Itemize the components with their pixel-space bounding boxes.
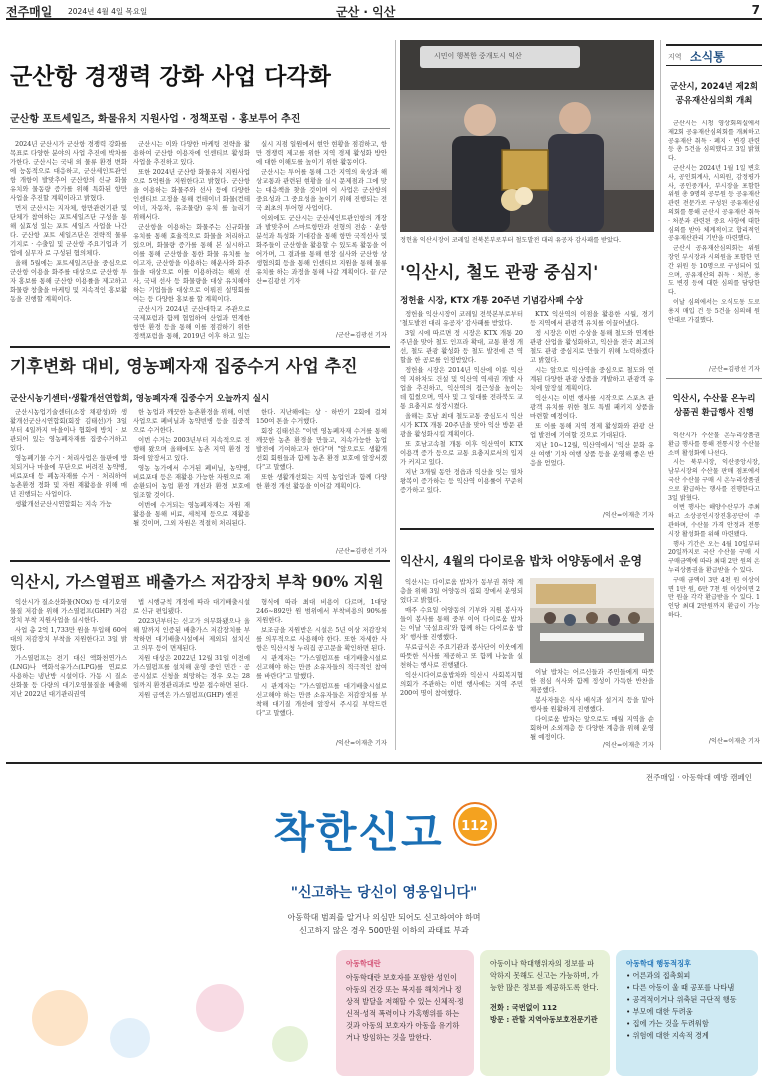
paragraph: 행사 기간은 오는 4월 10일부터 20일까지로 국산 수산물 구매 시 구매금액에 따라 최대 2만 원의 온누리상품권을 환급받을 수 있다. <box>668 540 760 574</box>
paragraph: 봉사자들은 식사 배식과 설거지 등을 맡아 행사를 원활하게 진행했다. <box>530 696 654 713</box>
paragraph: 회장 김태선은 "이번 영농폐자재 수거를 통해 깨끗한 농촌 환경을 만들고, 지속가능한 농업 발전에 기여하고자 한다"며 "앞으로도 생활개선회 회원들과 함께 농촌 환경 보호에 앞장서겠다"고 말했다. <box>256 427 387 471</box>
paragraph: 지난 3개월 동안 정읍과 익산을 잇는 열차 왕복이 증가하는 등 익산역 이용률이 꾸준히 증가하고 있다. <box>400 468 523 494</box>
paragraph: 시 관계자는 "가스열펌프를 대기배출시설로 신고해야 하는 만큼 소유자들의 적극적인 참여를 바란다"고 말했다. <box>256 654 387 680</box>
ad-box-definition-title: 아동학대란 <box>346 959 381 968</box>
column-rule <box>660 40 661 750</box>
paragraph: 한 농업과 깨끗한 농촌환경을 위해, 이번 사업으로 폐비닐과 농약빈병 등을 집중적으로 수거한다. <box>133 408 250 434</box>
ad-logo-row <box>0 800 768 860</box>
divider <box>10 128 390 129</box>
photo-food-truck-event <box>530 578 654 663</box>
paragraph: 한다. 지난해에는 상 · 하반기 2회에 걸쳐 150여 톤을 수거했다. <box>256 408 387 425</box>
divider <box>666 378 762 379</box>
article2-headline: 기후변화 대비, 영농폐자재 집중수거 사업 추진 <box>10 357 358 377</box>
paragraph: 군산시농업기술센터(소장 채광성)와 생활개선군산시연합회(회장 김태선)가 3일부터 4일까지 마을이나 협회에 방치 · 보관되어 있는 영농폐자재를 집중수거하고 있다. <box>10 408 127 452</box>
paragraph: 매주 수요일 어양동의 기부와 지원 봉사자들이 봉사를 통해 중부 이어 다이로움 밥차는 이날 '국설요리'와 함께 하는 다이로움 밥차' 행사를 진행했다. <box>400 606 523 641</box>
list-item: • 부모에 대한 두려움 <box>626 1006 748 1018</box>
paragraph: 영농폐기물 수거 · 처리사업은 들판에 방치되거나 마을에 무단으로 버려진 농약병, 비료포대 등 폐농자재를 수거 · 처리하여 농촌환경 정화 및 자원 재활용을 위해 매년 진행되는 사업이다. <box>10 454 127 498</box>
paragraph: 이번 수거는 2003년부터 지속적으로 진행해 왔으며 올해에도 농촌 지역 환경 정화에 앞장서고 있다. <box>133 436 250 462</box>
ad-box-definition <box>336 950 474 1076</box>
sidebar-item1-byline: /군산=김광선 기자 <box>708 366 760 373</box>
paragraph: 이번 행사는 해양수산부가 주최하고 소상공인시장진흥공단이 주관하며, 수산물 가격 안정과 전통시장 활성화를 위해 마련됐다. <box>668 504 760 538</box>
article3-headline: 익산시, 가스열펌프 배출가스 저감장치 부착 90% 지원 <box>10 572 384 591</box>
paragraph: 시 관계자는 "가스열펌프를 대기배출시설로 신고해야 하는 만큼 소유자들은 저감장치를 부착해 대기질 개선에 앞장서 주시길 부탁드린다"고 말했다. <box>256 682 387 717</box>
ad-box-signs <box>616 950 758 1076</box>
page-number: 7 <box>751 3 760 17</box>
paragraph: 보조금을 지원받은 시설은 5년 이상 저감장치를 의무적으로 사용해야 한다. 또한 자세한 사항은 익산시청 누리집 공고문을 확인하면 된다. <box>256 626 387 652</box>
paragraph: 영농 농가에서 수거된 폐비닐, 농약병, 비료포대 등은 재활용 가능한 자원으로 재순환되어 농업 환경 개선과 환경 보호에 일조할 것이다. <box>133 464 250 499</box>
divider <box>10 346 390 348</box>
paragraph: 군산시 공유재산심의회는 위원장인 부시장과 시의원을 포함한 민간 위원 등 10명으로 구성되어 있으며, 공유재산의 취득 · 처분, 용도 변경 등에 대한 심의를 담당한다. <box>668 245 760 297</box>
ad-box-report-text: 아동이나 학대행위자의 정보를 파악하지 못해도 신고는 가능하며, 가능한 많은 정보를 제공하도록 한다. <box>490 959 599 992</box>
paragraph: 법 시행규칙 개정에 따라 대기배출시설로 신규 편입됐다. <box>133 598 250 615</box>
article1-col1 <box>10 140 127 340</box>
paragraph: 지원 대상은 2022년 12월 31일 이전에 가스열펌프를 설치해 운영 중인 민간 · 공공시설로 신청을 희망하는 경우 오는 28일까지 환경관리과로 방문 접수하면 된다. <box>133 654 250 689</box>
paragraph: 사업 총 2억 1,733만 원을 투입해 60여 대의 저감장치 부착을 지원한다고 3일 밝혔다. <box>10 626 127 652</box>
paragraph: 익산시다이로움밥차와 익산시 사회복지협의회가 주관하는 이번 행사에는 지역 주민 200여 명이 참여했다. <box>400 671 523 697</box>
paragraph: 무료급식은 주요기관과 봉사단이 이웃에게 따뜻한 식사를 제공하고 또 함께 나눔을 실천하는 행사로 진행됐다. <box>400 643 523 669</box>
paragraph: 실시 지점 일원에서 현안 현황을 점검하고, 항만 경쟁력 제고를 위한 지역 경제 활성화 방안에 대한 이해도를 높이기 위한 활동이다. <box>256 140 387 166</box>
ad-112-badge: 112 <box>455 804 495 844</box>
paragraph: 또 이를 통해 지역 경제 활성화와 관광 산업 발전에 기여할 것으로 기대된다. <box>530 422 654 439</box>
paragraph: 가스열펌프는 전기 대신 액화천연가스(LNG)나 액화석유가스(LPG)를 연료로 사용하는 냉난방 시설이다. 가동 시 질소산화물 등 다량의 대기오염물질을 배출해 지난 2022년 대기관리권역 <box>10 654 127 698</box>
list-item: • 공격적이거나 위축된 극단적 행동 <box>626 994 748 1006</box>
paragraph: 올해는 호남 최대 철도교통 중심도시 익산시가 KTX 개통 20주년을 맞아 익산 방문 관광을 활성화시킬 계획이다. <box>400 412 523 438</box>
list-item: • 다른 아동이 울 때 공포를 나타냄 <box>626 982 748 994</box>
paragraph: 시는 앞으로 익산역을 중심으로 철도와 연계된 다양한 관광 상품을 개발하고 관광객 유치에 앞장설 계획이다. <box>530 366 654 392</box>
list-item: • 어른과의 접촉회피 <box>626 970 748 982</box>
article4-headline: '익산시, 철도 관광 중심지' <box>400 263 599 283</box>
paragraph: 이날 밥차는 어르신들과 주민들에게 따뜻한 점심 식사와 함께 정성이 가득한 반찬을 제공했다. <box>530 668 654 694</box>
paragraph: 익산시가 수산물 온누리상품권 환급 행사를 통해 전통시장 수산물 소비 활성화에 나선다. <box>668 432 760 457</box>
ad-desc-line1: 아동학대 범죄를 알거나 의심만 되어도 신고하여야 하며 <box>287 913 481 922</box>
issue-date: 2024년 4월 4일 목요일 <box>68 7 148 16</box>
paper-name: 전주매일 <box>6 5 53 19</box>
article5-byline: /익산=이재춘 기자 <box>602 742 654 749</box>
paragraph: 군산시는 시청 영상회의실에서 제2회 공유재산심의회를 개최하고 공유재산 취득 · 폐지 · 변경 관련 등 총 5건을 심의했다고 3일 밝혔다. <box>668 120 760 163</box>
ad-slogan: "신고하는 당신이 영웅입니다" <box>290 885 478 901</box>
ad-box-report-visit: 방문 : 관할 지역아동보호전문기관 <box>490 1015 598 1024</box>
paragraph: 익산시는 이번 행사를 시작으로 스포츠 관광객 유치를 위한 철도 특별 패키지 상품을 마련할 예정이다. <box>530 394 654 420</box>
article2-col1 <box>10 408 127 558</box>
paragraph: 익산시가 질소산화물(NOx) 등 대기오염물질 저감을 위해 가스열펌프(GHP) 저감장치 부착 지원사업을 실시한다. <box>10 598 127 624</box>
ad-desc-line2: 신고하지 않은 경우 500만원 이하의 과태료 부과 <box>299 926 469 935</box>
paragraph: KTX 익산역의 이점을 활용한 시월, 경기 등 지역에서 관광객 유치를 이끌어냈다. <box>530 310 654 327</box>
article3-col3 <box>256 598 387 736</box>
article1-col3 <box>256 140 387 330</box>
ad-campaign-label: 전주매일 · 아동학대 예방 캠페인 <box>645 773 752 782</box>
ad-signs-list <box>626 970 748 1042</box>
article1-col2 <box>133 140 250 340</box>
photo-illustration <box>530 578 654 663</box>
photo-award-ceremony <box>400 40 654 232</box>
paragraph: 군산시는 투어를 통해 그간 지역의 육상과 해상교통과 관련된 현황을 실시 문제점과 그에 맞는 대응책을 찾을 것이며 이 사업은 군산항의 중요성과 그 중요성을 높이기 위해 진행되는 전국 최초의 투어형 사업이다. <box>256 168 387 212</box>
article3-col2 <box>133 598 250 748</box>
divider <box>6 762 762 764</box>
list-item: • 집에 가는 것을 두려워함 <box>626 1018 748 1030</box>
paragraph: 시는 북부시장, 익산중앙시장, 남부시장의 수산물 판매 점포에서 국산 수산물 구매 시 온누리상품권으로 환급하는 행사를 진행한다고 3일 밝혔다. <box>668 459 760 502</box>
article1-byline: /군산=김광선 기자 <box>335 332 387 339</box>
sidebar-label: 지역 <box>668 53 682 61</box>
advertisement <box>0 762 768 1088</box>
ad-box-signs-title: 아동학대 행동적징후 <box>626 959 691 968</box>
paragraph: 군산항을 이용하는 화물주는 신규화물 유치를 통해 효율적으로 화물을 처리하고 있으며, 화물량 증가를 통해 본 실시하고 이를 통해 군산항을 통한 화물 유치를 높이고자, 군산항을 이용하는 해운사와 화주들을 대상으로 이를 이용하려는 해외 선사, 국내 선사 등 화물량을 대상 유치해야 하는 기업들을 대상으로 이뤄진 설명회를 여는 등 다양한 홍보를 할 계획이다. <box>133 223 250 303</box>
ad-logo: 착한신고 <box>273 808 444 857</box>
sidebar-item1-headline: 군산시, 2024년 제2회 공유재산심의회 개최 <box>670 82 758 106</box>
paragraph: 올해 5월에는 포트세일즈단을 중심으로 군산항 이용을 화주를 대상으로 군산항 투자 홍보를 통해 군산항 이용률을 제고하고 화물량 창출을 마케팅 및 지속적인 홍보활동을 진행할 계획이다. <box>10 259 127 303</box>
paragraph: 정헌율 시장은 2014년 익산에 이룬 익산역 지하차도 건설 및 익산역 역세권 개발 사업을 추진하고, 익산역의 접근성을 높이는 데 힘썼으며, 역사 및 그 일대를 전라북도 교통 요충지로 성장시켰다. <box>400 366 523 410</box>
paragraph: 다이로움 밥차는 앞으로도 매월 지역을 순회하며 소외계층 등 다양한 계층을 위해 운영될 예정이다. <box>530 715 654 740</box>
paragraph: 이날 심의에서는 오식도동 도로 용지 매입 건 등 5건을 심의해 원안대로 가결했다. <box>668 298 760 324</box>
paragraph: 지원 금액은 가스열펌프(GHP) 엔진 <box>138 691 239 699</box>
masthead <box>6 2 762 20</box>
sidebar-item2-body <box>668 432 760 732</box>
paragraph: 군산시는 이와 다양한 마케팅 전략을 활용하여 군산항 이용자에 인센티브 활성화 사업을 추진하고 있다. <box>133 140 250 166</box>
paragraph: 군산시는 2024년 1월 1일 변호사, 공인회계사, 시의원, 감정평가사, 공인중개사, 부시장을 포함한 위원 총 9명의 공무원 등 공유재산 관련 전문가로 구성된 공유재산심의회를 통해 군산시 공유재산 취득 · 처분과 관련된 중요 사항에 대한 심의를 받아 체계적이고 합리적인 공유재산관리 기반을 마련했다. <box>668 164 760 243</box>
paragraph: 구매 금액이 3만 4천 원 이상이면 1만 원, 6만 7천 원 이상이면 2만 원을 각각 환급받을 수 있다. 1인당 최대 2만원까지 환급이 가능하다. <box>668 576 760 619</box>
paragraph: 2023년부터는 신고가 의무화됐으나 올해 말까지 인증된 배출가스 저감장치를 부착하면 대기배출시설에서 제외되 설치신고 의무 등이 면제된다. <box>133 617 250 652</box>
paragraph: 또한 2024년 군산항 화물유치 지원사업으로 5억원을 지원한다고 밝혔다. 군산항을 이용하는 화물주와 선사 등에 다양한 인센티브 고정을 통해 컨테이너 화물(컨테이너, 자동차, 유조물량) 유치 를 늘리기 위해서다. <box>133 168 250 221</box>
article5-col2 <box>530 668 654 740</box>
paragraph: 정헌율 익산시장이 코레일 전북본부로부터 '철도발전 대리 유공자' 감사패를 받았다. <box>400 310 523 327</box>
column-rule <box>395 40 396 750</box>
photo-banner-text: 시민이 행복한 중개도시 익산 <box>434 52 522 60</box>
paragraph: 정 시장은 이번 수상을 통해 철도와 연계한 관광 산업을 활성화하고, 익산을 전국 최고의 철도 관광 중심지로 만들기 위해 노력하겠다고 밝혔다. <box>530 329 654 364</box>
article2-byline: /군산=김광선 기자 <box>335 548 387 555</box>
ad-illustration <box>20 958 320 1076</box>
photo-illustration <box>400 40 654 232</box>
article2-subhead: 군산시농기센터·생활개선연합회, 영농폐자재 집중수거 오늘까지 실시 <box>10 394 270 404</box>
divider <box>10 560 390 562</box>
paragraph: 3일 시에 따르면 정 시장은 KTX 개통 20주년을 맞아 철도 인프라 확대, 교통 환경 개선, 철도 관광 활성화 등 철도 발전에 큰 역할을 한 공로를 인정받았다. <box>400 329 523 364</box>
article4-byline: /익산=이재춘 기자 <box>602 512 654 519</box>
paragraph: 또한 생활개선회는 지역 농업인과 함께 다양한 환경 개선 활동을 이어갈 계획이다. <box>256 473 387 490</box>
article1-headline: 군산항 경쟁력 강화 사업 다각화 <box>10 64 331 90</box>
article3-byline: /익산=이재춘 기자 <box>335 740 387 747</box>
ad-box-report <box>480 950 610 1076</box>
article4-col2 <box>530 310 654 510</box>
paragraph: 또 호남고속철 개통 이후 익산역이 KTX 이용객 증가 등으로 교통 요충지로서의 입지가 커지고 있다. <box>400 440 523 466</box>
paragraph: 이번에 수거되는 영농폐자재는 자원 재활용을 통해 비료, 세척제 등으로 재활용될 것이며, 그외 자원은 적절히 처리된다. <box>133 501 250 527</box>
article5-col1 <box>400 578 523 744</box>
ad-box-report-tel: 전화 : 국번없이 112 <box>490 1003 558 1012</box>
section-title: 군산 · 익산 <box>336 5 396 19</box>
sidebar-item2-byline: /익산=이재춘 기자 <box>708 738 760 745</box>
article2-col2 <box>133 408 250 558</box>
divider <box>400 528 654 530</box>
article5-headline: 익산시, 4월의 다이로움 밥차 어양동에서 운영 <box>400 554 643 568</box>
sidebar-title: 소식통 <box>690 50 725 64</box>
sidebar-item1-body <box>668 120 760 360</box>
paragraph: 먼저 군산시는 지자체, 항만관련기관 및 단체가 참여하는 포트세일즈단 구성을 통해 실효성 있는 포트 세일즈 사업을 나간다. 군산항 포트 세일즈단은 전략적 물류기지로 · 수출입 및 군산항 주요기업과 기업에 실무자 로 구성된 협의체다. <box>10 204 127 257</box>
article2-col3 <box>256 408 387 548</box>
list-item: • 위험에 대한 지속적 경계 <box>626 1030 748 1042</box>
paragraph: 군산시가 2024년 군산대학교 주관으로 국제포럼과 함께 협업하여 산업과 연계한 항만 환경 등을 통해 이를 점검하기 위한 정책포럼을 통해, 2019년 이후 하고 있는 <box>133 305 250 340</box>
article3-col1 <box>10 598 127 748</box>
sidebar-item2-headline: 익산시, 수산물 온누리 상품권 환급행사 진행 <box>672 394 756 418</box>
paragraph: 이외에도 군산시는 군산세인트관인항의 개장과 발맞추어 스마트항만과 선형의 전송 · 운항 분석과 특성화 기대감을 통해 항만 국적선사 및 화주들이 군산항을 활용할 수 있도록 활동을 이어가며, 그 결과를 통해 현장 실사와 군산항 상생협의회 등을 통해 인센티브 지원을 통해 물류 유치를 하는 과정을 통해 나갈 계획이다. 끝 /군산=김광선 기자 <box>256 214 387 285</box>
ad-box-definition-text: 아동학대란 보호자를 포함한 성인이 아동의 건강 또는 복지를 해치거나 정상적 발달을 저해할 수 있는 신체적·정신적·성적 폭력이나 가혹행위를 하는 것과 아동의 보호자가 아동을 유기하거나 방임하는 것을 말한다. <box>346 973 464 1042</box>
paragraph: 지난 10~12월, 익산역에서 '익산 문화 유산 여행' 기차 여행 상품 등을 운영해 좋은 반응을 얻었다. <box>530 441 654 467</box>
article4-subhead: 정헌율 시장, KTX 개통 20주년 기념감사패 수상 <box>400 296 584 306</box>
sidebar-header <box>666 44 762 66</box>
paragraph: 익산시는 다이로움 밥차가 동부권 취약 계층을 위해 3일 어양동의 집회 장에서 운영되었다고 밝혔다. <box>400 578 523 604</box>
paragraph: 생활개선군산시연합회는 지속 가능 <box>15 500 112 508</box>
article1-subhead: 군산항 포트세일즈, 화물유치 지원사업 · 정책포럼 · 홍보투어 추진 <box>10 114 301 125</box>
paragraph: 2024년 군산시가 군산항 경쟁력 강화를 목표로 다양한 분야의 사업 추진에 박차를 가한다. 군산시는 국내 외 물류 환경 변화에 능동적으로 대응하고, 군산세인트관인항 개항이 발맞추어 군산항의 신규 화물 유치와 물동량 증가를 위해 특화된 항만 사업을 추진할 계획이라고 밝혔다. <box>10 140 127 202</box>
article4-col1 <box>400 310 523 518</box>
paragraph: 형식에 따라 최대 비용이 다르며, 1대당 246~892만 원 범위에서 부착비용의 90%를 지원한다. <box>256 598 387 624</box>
photo-caption: 정헌율 익산시장이 코레일 전북본부로부터 철도발전 대리 유공자 감사패를 받았다. <box>400 237 621 244</box>
